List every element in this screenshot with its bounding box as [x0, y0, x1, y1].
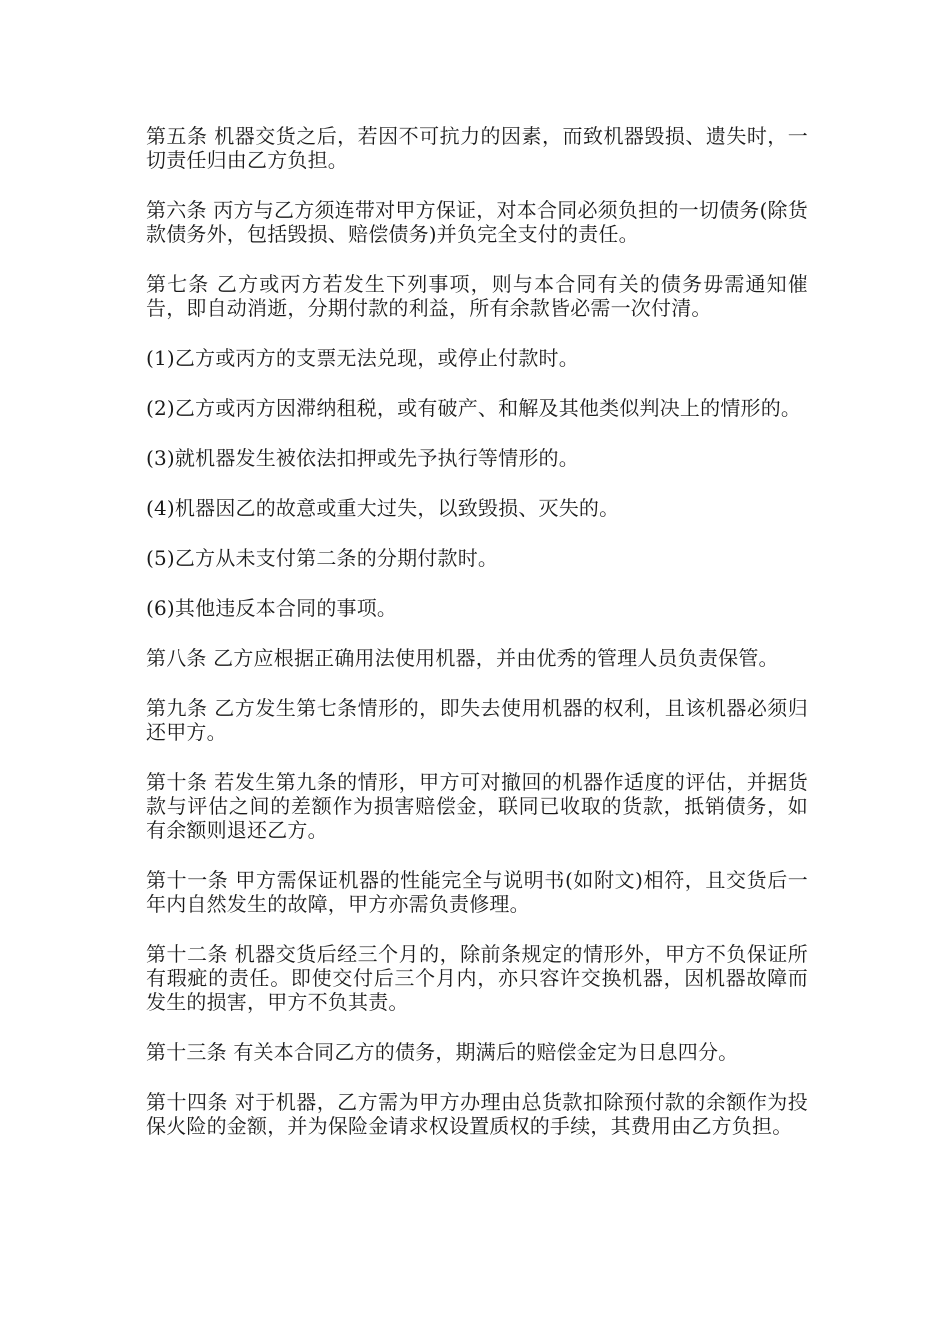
clause-7-item-2: (2)乙方或丙方因滞纳租税，或有破产、和解及其他类似判决上的情形的。	[146, 396, 802, 420]
clause-7-item-5: (5)乙方从未支付第二条的分期付款时。	[146, 546, 499, 570]
clause-7-item-4: (4)机器因乙的故意或重大过失，以致毁损、灭失的。	[146, 496, 620, 520]
clause-7-item-6: (6)其他违反本合同的事项。	[146, 596, 398, 620]
clause-7-item-1: (1)乙方或丙方的支票无法兑现，或停止付款时。	[146, 346, 579, 370]
contract-body	[146, 124, 808, 1164]
clause-7: 第七条 乙方或丙方若发生下列事项，则与本合同有关的债务毋需通知催告，即自动消逝，分期付款的利益，所有余款皆必需一次付清。	[146, 272, 808, 320]
clause-9: 第九条 乙方发生第七条情形的，即失去使用机器的权利，且该机器必须归还甲方。	[146, 696, 808, 744]
clause-6: 第六条 丙方与乙方须连带对甲方保证，对本合同必须负担的一切债务(除货款债务外，包括毁损、赔偿债务)并负完全支付的责任。	[146, 198, 808, 246]
clause-14: 第十四条 对于机器，乙方需为甲方办理由总货款扣除预付款的余额作为投保火险的金额，并为保险金请求权设置质权的手续，其费用由乙方负担。	[146, 1090, 808, 1138]
clause-10: 第十条 若发生第九条的情形，甲方可对撤回的机器作适度的评估，并据货款与评估之间的差额作为损害赔偿金，联同已收取的货款，抵销债务，如有余额则退还乙方。	[146, 770, 808, 842]
clause-12: 第十二条 机器交货后经三个月的，除前条规定的情形外，甲方不负保证所有瑕疵的责任。即使交付后三个月内，亦只容许交换机器，因机器故障而发生的损害，甲方不负其责。	[146, 942, 808, 1014]
clause-5: 第五条 机器交货之后，若因不可抗力的因素，而致机器毁损、遗失时，一切责任归由乙方负担。	[146, 124, 808, 172]
clause-11: 第十一条 甲方需保证机器的性能完全与说明书(如附文)相符，且交货后一年内自然发生的故障，甲方亦需负责修理。	[146, 868, 808, 916]
clause-7-item-3: (3)就机器发生被依法扣押或先予执行等情形的。	[146, 446, 579, 470]
clause-8: 第八条 乙方应根据正确用法使用机器，并由优秀的管理人员负责保管。	[146, 646, 779, 670]
clause-13: 第十三条 有关本合同乙方的债务，期满后的赔偿金定为日息四分。	[146, 1040, 739, 1064]
